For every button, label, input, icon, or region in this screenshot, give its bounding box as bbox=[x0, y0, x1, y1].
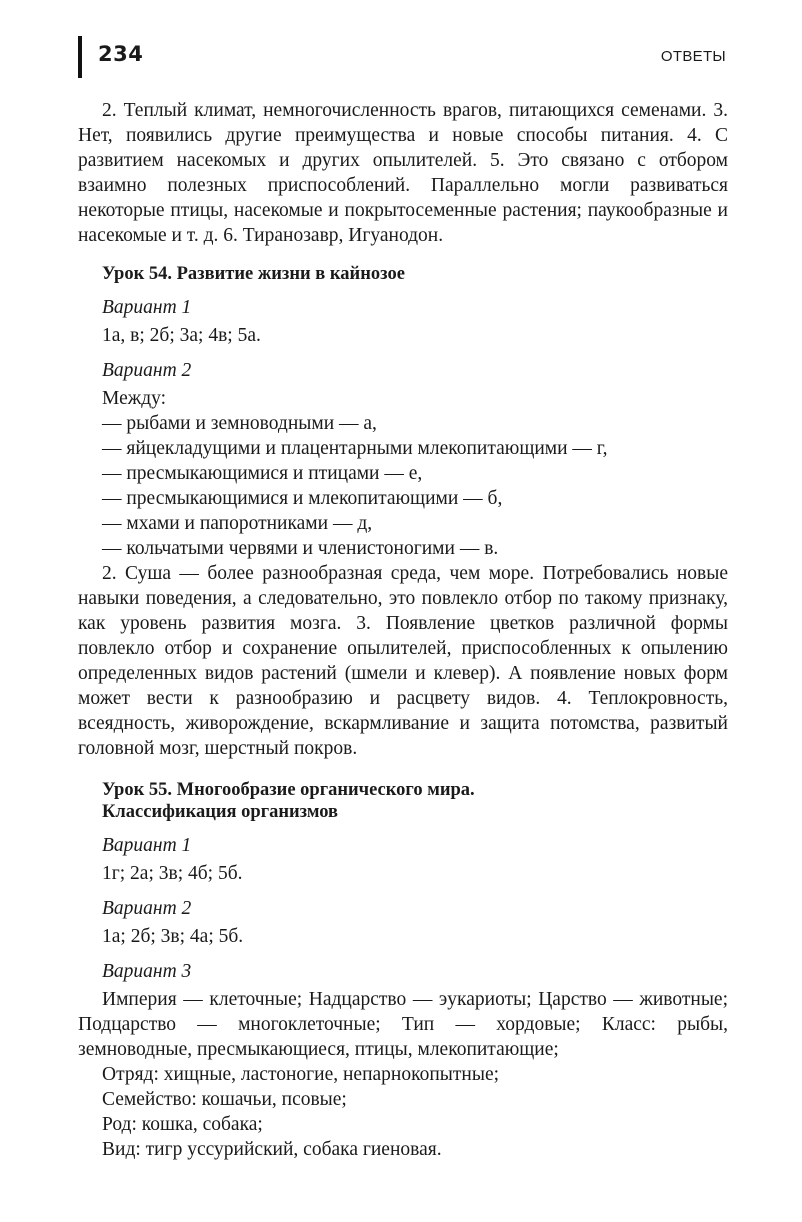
lesson-54-variant-2-label: Вариант 2 bbox=[102, 360, 192, 381]
page-margin-rule bbox=[78, 36, 82, 78]
lesson-54-pairs-list bbox=[78, 411, 728, 561]
list-item: — мхами и папоротниками — д, bbox=[102, 513, 373, 534]
list-item: — яйцекладущими и плацентарными млекопитающими — г, bbox=[102, 438, 608, 459]
lesson-55-variant-2-label: Вариант 2 bbox=[102, 898, 192, 919]
lesson-54-variant-1-label: Вариант 1 bbox=[102, 297, 192, 318]
lesson-54-between-label: Между: bbox=[102, 388, 167, 409]
lesson-55-species: Вид: тигр уссурийский, собака гиеновая. bbox=[102, 1139, 442, 1160]
lesson-55-family: Семейство: кошачьи, псовые; bbox=[102, 1089, 347, 1110]
lesson-55-variant-3-label: Вариант 3 bbox=[102, 961, 192, 982]
lesson-55-title-line-1: Урок 55. Многообразие органического мира. bbox=[102, 780, 475, 800]
lesson-54-paragraph: 2. Суша — более разнообразная среда, чем море. Потребовались новые навыки поведения, а следовательно, это повлекло отбор по такому признаку, как уровень развития мозга. 3. Появление цветков различной формы повлекло отбор и сохранение опылителей, приспособленных к опылению определенных видов растений (шмели и клевер). А появление новых форм может вести к разнообразию и расцвету видов. 4. Теплокровность, всеядность, живорождение, вскармливание и защита потомства, развитый головной мозг, шерстный покров. bbox=[78, 563, 728, 759]
list-item: — рыбами и земноводными — а, bbox=[102, 413, 377, 434]
lesson-55-variant-1-answers: 1г; 2а; 3в; 4б; 5б. bbox=[102, 863, 243, 884]
lesson-55-classification: Империя — клеточные; Надцарство — эукариоты; Царство — животные; Подцарство — многоклеточные; Тип — хордовые; Класс: рыбы, земноводные, пресмыкающиеся, птицы, млекопитающие; bbox=[78, 989, 728, 1060]
list-item: — кольчатыми червями и членистоногими — в. bbox=[102, 538, 499, 559]
page-content bbox=[78, 98, 728, 1162]
lesson-55-order: Отряд: хищные, ластоногие, непарнокопытные; bbox=[102, 1064, 500, 1085]
list-item: — пресмыкающимися и млекопитающими — б, bbox=[102, 488, 503, 509]
running-head: ОТВЕТЫ bbox=[660, 48, 726, 65]
lesson-54-variant-1-answers: 1а, в; 2б; 3а; 4в; 5а. bbox=[102, 325, 261, 346]
lesson-55-title-line-2: Классификация организмов bbox=[102, 802, 338, 822]
lesson-55-title bbox=[102, 779, 728, 823]
lesson-55-variant-2-answers: 1а; 2б; 3в; 4а; 5б. bbox=[102, 926, 244, 947]
lesson-55-genus: Род: кошка, собака; bbox=[102, 1114, 263, 1135]
lesson-54-title: Урок 54. Развитие жизни в кайнозое bbox=[102, 264, 405, 284]
list-item: — пресмыкающимися и птицами — е, bbox=[102, 463, 423, 484]
intro-paragraph: 2. Теплый климат, немногочисленность врагов, питающихся семенами. 3. Нет, появились другие преимущества и новые способы питания. 4. С развитием насекомых и других опылителей. 5. Это связано с отбором взаимно полезных приспособлений. Параллельно могли развиваться некоторые птицы, насекомые и покрытосеменные растения; паукообразные и насекомые и т. д. 6. Тиранозавр, Игуанодон. bbox=[78, 100, 728, 246]
page-number: 234 bbox=[98, 42, 144, 66]
lesson-55-variant-1-label: Вариант 1 bbox=[102, 835, 192, 856]
